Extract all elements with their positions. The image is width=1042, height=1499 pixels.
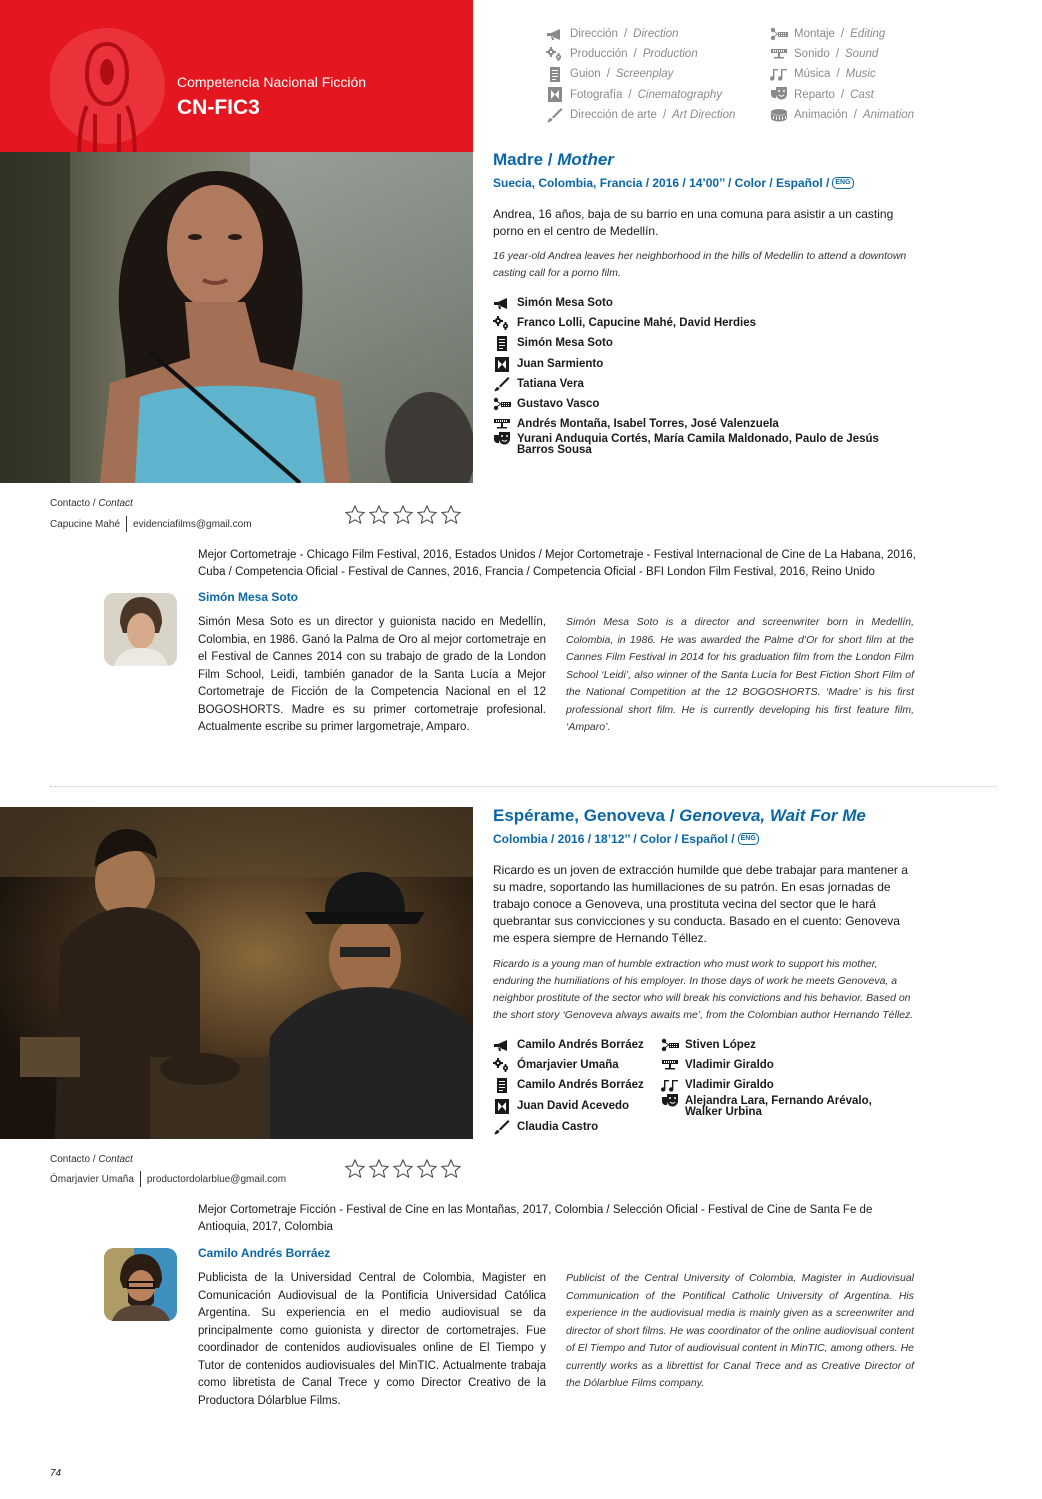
legend-item: Música / Music (770, 64, 914, 84)
legend-item: Sonido / Sound (770, 44, 914, 64)
legend-item: Dirección de arte / Art Direction (546, 105, 735, 125)
awards: Mejor Cortometraje - Chicago Film Festival, 2016, Estados Unidos / Mejor Cortometraje - Festival Internacional de Cine de La Habana, 2016, Cuba / Competencia Oficial - Festival de Cannes, 2016, Francia / Competencia Oficial - BFI London Film Festival, 2016, Reino Unido (198, 549, 916, 578)
credit-direction: Camilo Andrés Borráez (493, 1040, 644, 1060)
credit-editing: Stiven López (661, 1040, 891, 1060)
rating-stars[interactable] (344, 1158, 462, 1180)
animation-icon (770, 108, 788, 123)
competition-name: Competencia Nacional Ficción (177, 74, 367, 90)
cast-icon (493, 432, 511, 447)
credit-editing: Gustavo Vasco (493, 399, 913, 419)
credit-sound: Andrés Montaña, Isabel Torres, José Valenzuela (493, 419, 913, 434)
credit-direction: Simón Mesa Soto (493, 298, 913, 318)
director-bio-es: Publicista de la Universidad Central de Colombia, Magister en Comunicación Audiovisual de la Pontificia Universidad Católica Argentina. Su experiencia en el medio audiovisual se da principalmente como guionista y director de cortometrajes. Fue coordinador de contenidos audiovisuales online de El Tiempo y Tutor de contenidos audiovisuales del MinTIC. Actualmente trabaja como libretista de Canal Trece y como Director Creativo de la Productora Dólarblue Films. (198, 1272, 546, 1407)
contact-label: Contacto / Contact (50, 498, 133, 509)
contact-info (50, 519, 252, 532)
awards: Mejor Cortometraje Ficción - Festival de Cine en las Montañas, 2017, Colombia / Selección Oficial - Festival de Cine de Santa Fe de Antioquia, 2017, Colombia (198, 1204, 873, 1233)
page-number: 74 (50, 1468, 62, 1479)
synopsis-en: 16 year-old Andrea leaves her neighborhood in the hills of Medellin to attend a downtown casting call for a porno film. (493, 250, 907, 279)
credit-screenplay: Simón Mesa Soto (493, 338, 913, 359)
film-meta: Colombia / 2016 / 18’12’’ / Color / Español / ENG (493, 832, 759, 846)
credit-sound: Vladimir Giraldo (661, 1060, 891, 1080)
script-icon (546, 67, 564, 82)
editing-icon (661, 1038, 679, 1053)
star-icon[interactable] (392, 1158, 414, 1180)
legend-item: Montaje / Editing (770, 24, 914, 44)
rating-stars[interactable] (344, 504, 462, 526)
star-icon[interactable] (344, 504, 366, 526)
brush-icon (493, 1120, 511, 1135)
credit-music: Vladimir Giraldo (661, 1080, 891, 1096)
film-icon (546, 87, 564, 102)
director-bio-es: Simón Mesa Soto es un director y guionista nacido en Medellín, Colombia, en 1986. Ganó la Palma de Oro al mejor cortometraje en el Festival de Cannes 2014 con su trabajo de grado de la London Film School, Leidi, también ganador de la Santa Lucía a Mejor Cortometraje de Ficción de la Competencia Nacional en el 12 BOGOSHORTS. Madre es su primer cortometraje profesional. Actualmente escribe su primer largometraje, Amparo. (198, 616, 546, 733)
contact-email[interactable]: evidenciafilms@gmail.com (133, 519, 252, 530)
megaphone-icon (493, 1038, 511, 1053)
sound-icon (661, 1058, 679, 1073)
film-still-madre (0, 152, 473, 483)
film-icon (493, 357, 511, 372)
legend-item: Reparto / Cast (770, 84, 914, 105)
legend-item: Animación / Animation (770, 105, 914, 125)
director-bio-en: Simón Mesa Soto is a director and screenwriter born in Medellín, Colombia, in 1986. He was awarded the Palme d’Or for short film at the Cannes Film Festival in 2014 for his graduation film from the London Film School ‘Leidi’, also winner of the Santa Lucía for Best Fiction Short Film of the National Competition at the 12 BOGOSHORTS. ‘Madre’ is his first professional short film. He is currently developing his first feature film, ‘Amparo’. (566, 616, 914, 733)
music-icon (661, 1078, 679, 1093)
brush-icon (546, 108, 564, 123)
synopsis-es: Ricardo es un joven de extracción humilde que debe trabajar para mantener a su madre, soportando las humillaciones de su patrón. En esas jornadas de trabajo conoce a Genoveva, una prostituta vecina del sector que le hará quebrantar sus convicciones y su conducta. Basado en el cuento: Genoveva me espera siempre de Hernando Téllez. (493, 863, 908, 945)
eng-subtitles-badge: ENG (738, 833, 759, 845)
credit-cinematography: Juan David Acevedo (493, 1101, 644, 1122)
credits-list-right (661, 1040, 891, 1118)
sound-icon (770, 47, 788, 62)
script-icon (493, 1078, 511, 1093)
megaphone-icon (546, 27, 564, 42)
megaphone-icon (493, 296, 511, 311)
star-icon[interactable] (440, 504, 462, 526)
credit-cast: Yurani Anduquia Cortés, María Camila Maldonado, Paulo de Jesús Barros Sousa (493, 434, 883, 456)
gears-icon (493, 316, 511, 331)
section-code: CN-FIC3 (177, 96, 260, 119)
contact-label: Contacto / Contact (50, 1154, 133, 1165)
section-header (0, 0, 473, 152)
legend-item: Fotografía / Cinematography (546, 84, 735, 105)
contact-name: Capucine Mahé (50, 519, 121, 530)
credit-art-direction: Tatiana Vera (493, 379, 913, 399)
script-icon (493, 336, 511, 351)
legend-item: Guion / Screenplay (546, 64, 735, 84)
legend-column-left (546, 24, 735, 125)
contact-name: Ómarjavier Umaña (50, 1174, 134, 1185)
credit-screenplay: Camilo Andrés Borráez (493, 1080, 644, 1101)
director-name: Simón Mesa Soto (198, 590, 299, 604)
cast-icon (661, 1094, 679, 1109)
credits-list (493, 298, 913, 456)
star-icon[interactable] (344, 1158, 366, 1180)
credit-cast: Alejandra Lara, Fernando Arévalo, Walker Urbina (661, 1096, 891, 1118)
star-icon[interactable] (416, 504, 438, 526)
star-icon[interactable] (368, 504, 390, 526)
star-icon[interactable] (416, 1158, 438, 1180)
synopsis-en: Ricardo is a young man of humble extraction who must work to support his mother, enduring the humiliations of his employer. In those days of work he meets Genoveva, a neighbor prostitute of the sector who will break his convictions and his behavior. Based on the short story ‘Genoveva always awaits me’, from the Colombian author Hernando Téllez. (493, 958, 914, 1021)
director-bio-en: Publicist of the Central University of Colombia, Magister in Audiovisual Communication of the Pontifical Catholic University of Argentina. His experience in the audiovisual media is mainly given as a screenwriter and director of short films. He was coordinator of the online audiovisual content of El Tiempo and Tutor of audiovisual content in MinTIC, among others. He currently works as a librettist for Canal Trece and as Creative Director of the Dólarblue Films company. (566, 1272, 914, 1389)
director-avatar (104, 1248, 177, 1321)
credit-cinematography: Juan Sarmiento (493, 359, 913, 379)
sound-icon (493, 417, 511, 432)
festival-logo (50, 14, 170, 152)
director-name: Camilo Andrés Borráez (198, 1246, 331, 1260)
credit-art-direction: Claudia Castro (493, 1122, 644, 1142)
film-icon (493, 1099, 511, 1114)
legend-item: Producción / Production (546, 44, 735, 64)
gears-icon (493, 1058, 511, 1073)
film-title: Espérame, Genoveva / Genoveva, Wait For Me (493, 806, 866, 825)
editing-icon (493, 397, 511, 412)
section-divider (50, 786, 996, 787)
brush-icon (493, 377, 511, 392)
cast-icon (770, 87, 788, 102)
music-icon (770, 67, 788, 82)
eng-subtitles-badge: ENG (832, 177, 853, 189)
credits-list-left (493, 1040, 644, 1142)
film-still-genoveva (0, 807, 473, 1139)
credit-production: Franco Lolli, Capucine Mahé, David Herdies (493, 318, 913, 338)
star-icon[interactable] (368, 1158, 390, 1180)
director-avatar (104, 593, 177, 666)
contact-info (50, 1174, 286, 1187)
contact-email[interactable]: productordolarblue@gmail.com (146, 1174, 287, 1185)
star-icon[interactable] (392, 504, 414, 526)
legend-column-right (770, 24, 914, 125)
synopsis-es: Andrea, 16 años, baja de su barrio en una comuna para asistir a un casting porno en el centro de Medellín. (493, 207, 894, 238)
editing-icon (770, 27, 788, 42)
star-icon[interactable] (440, 1158, 462, 1180)
film-meta: Suecia, Colombia, Francia / 2016 / 14’00’’ / Color / Español / ENG (493, 176, 854, 190)
credit-production: Ómarjavier Umaña (493, 1060, 644, 1080)
gears-icon (546, 47, 564, 62)
legend-item: Dirección / Direction (546, 24, 735, 44)
film-title: Madre / Mother (493, 150, 614, 169)
